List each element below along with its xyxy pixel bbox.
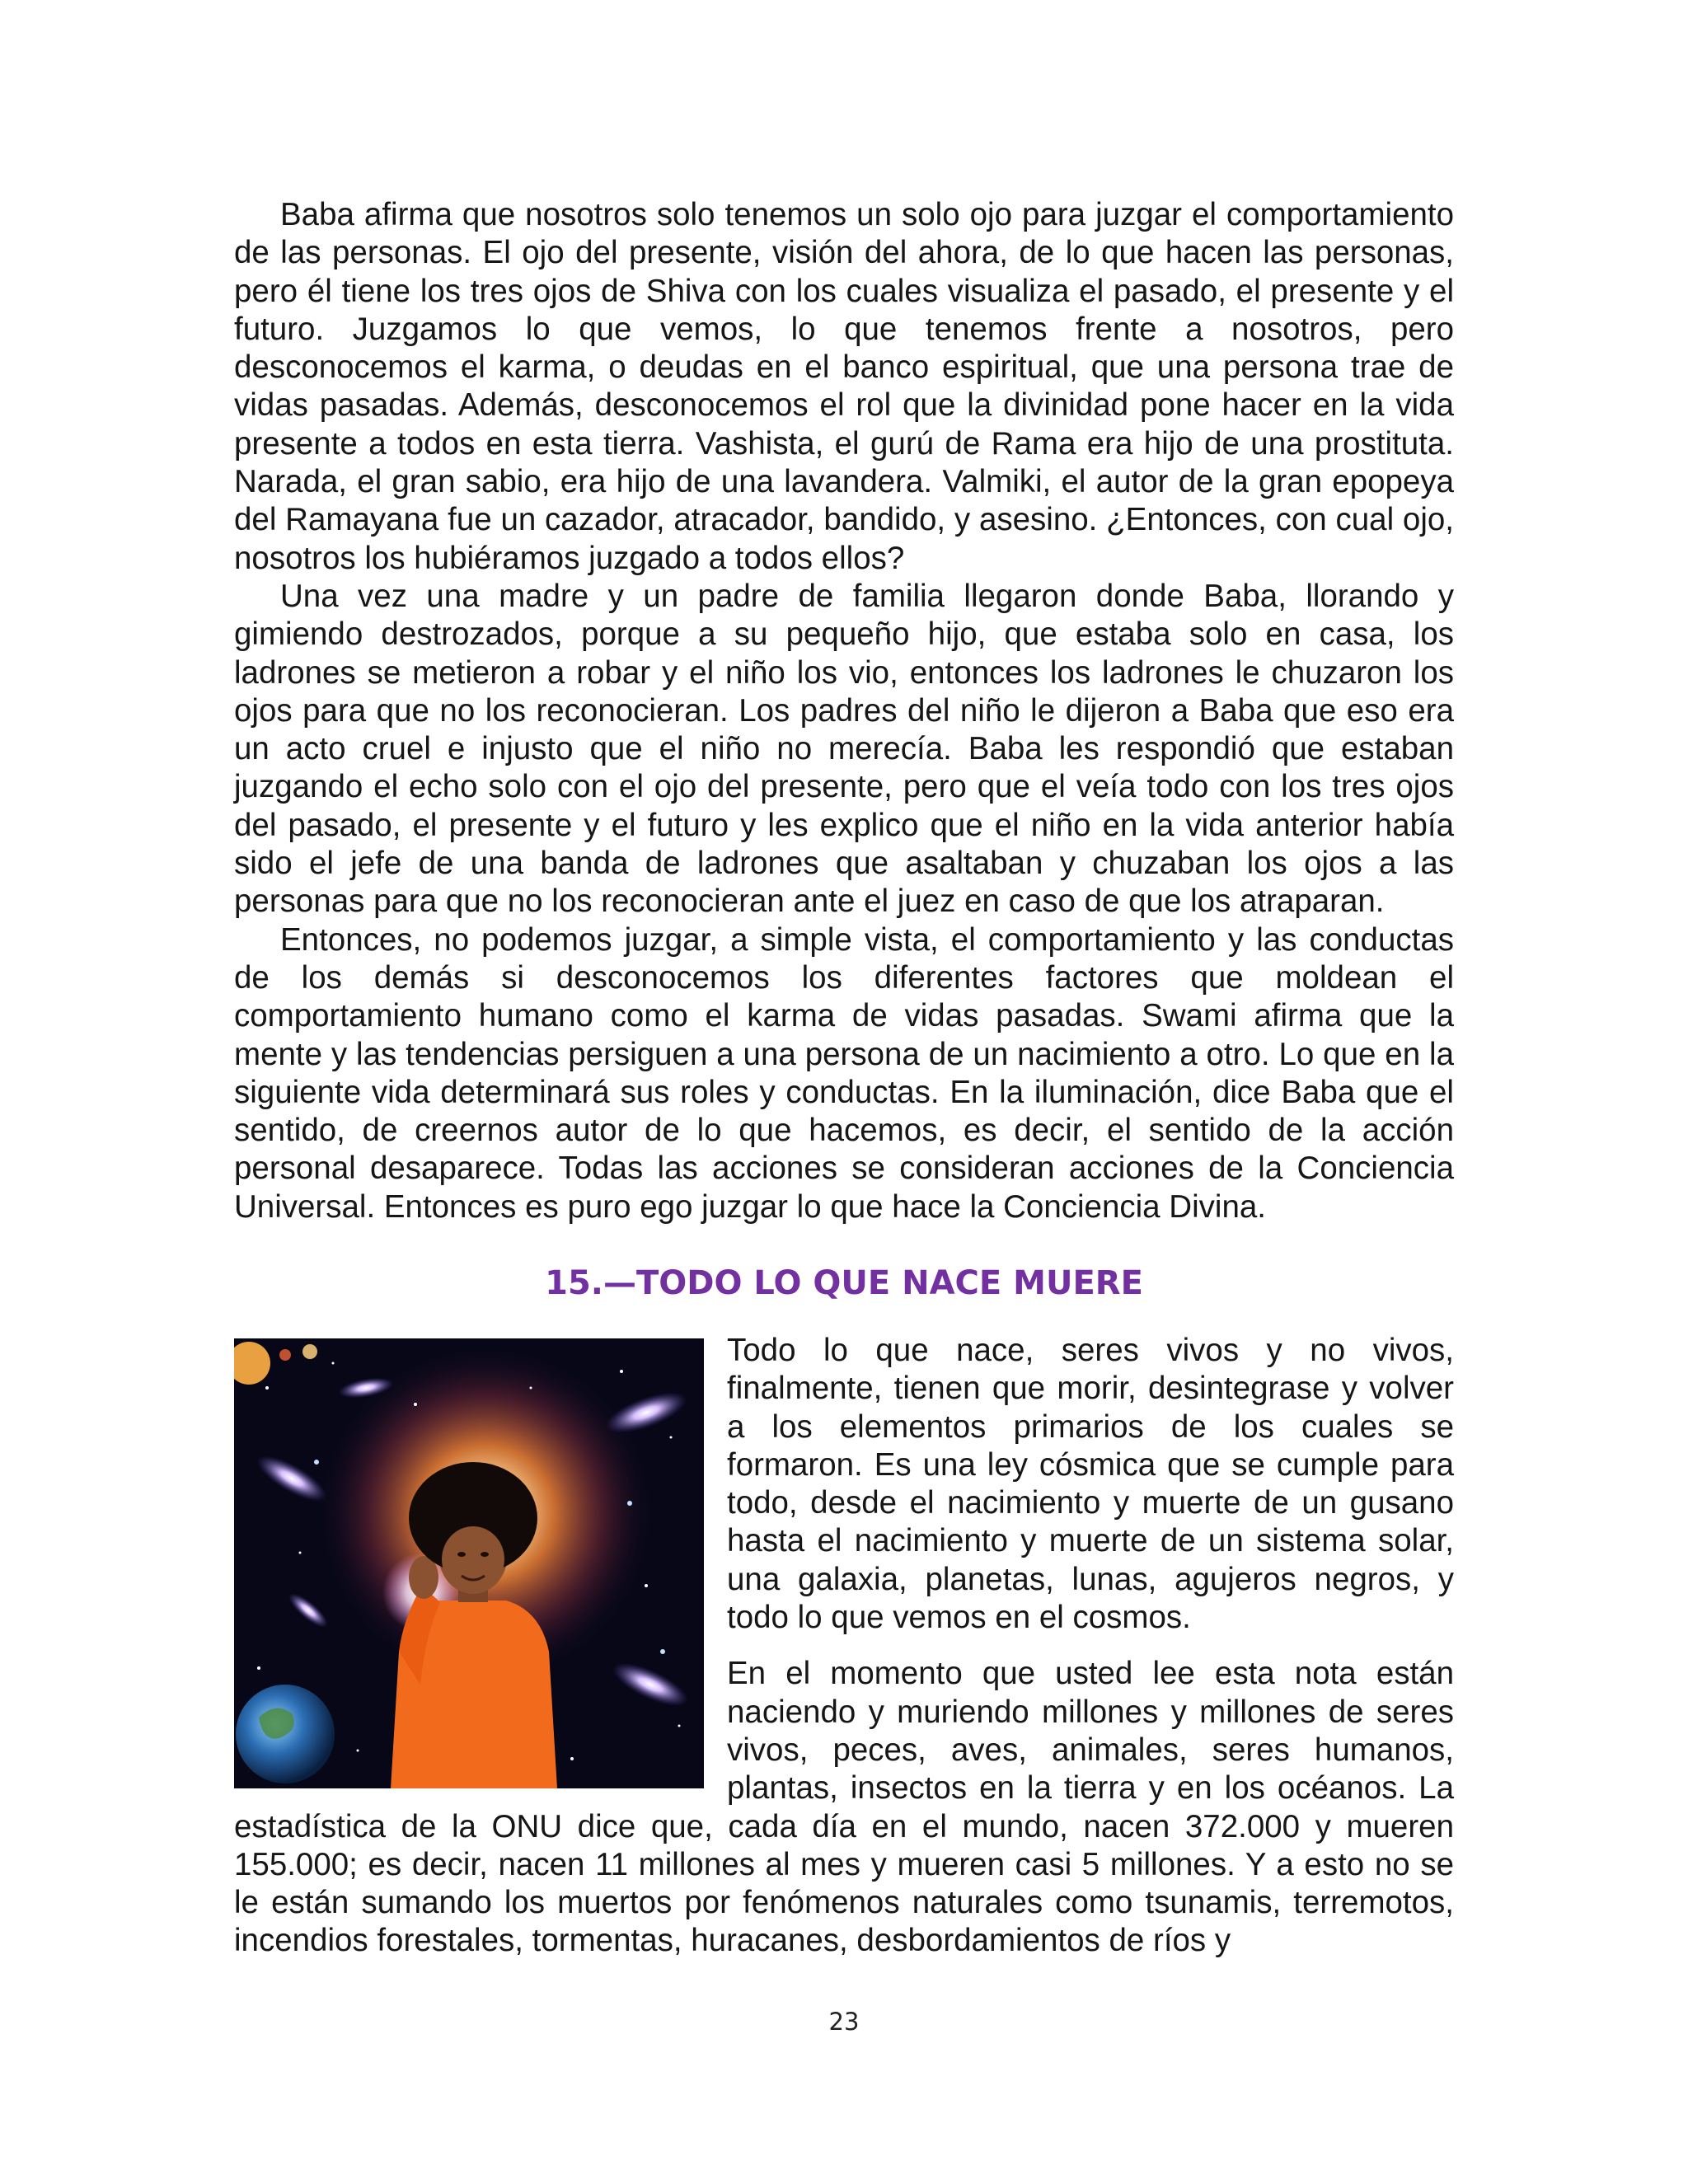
section-heading: 15.—TODO LO QUE NACE MUERE bbox=[545, 1264, 1143, 1302]
body-text bbox=[234, 196, 1454, 1226]
paragraph-three-eyes: Baba afirma que nosotros solo tenemos un solo ojo para juzgar el comportamiento de las personas. El ojo del presente, visión del ahora, de lo que hacen las personas, pero él tiene los tres ojos de Shiva con los cuales visualiza el pasado, el presente y el futuro. Juzgamos lo que vemos, lo que tenemos frente a nosotros, pero desconocemos el karma, o deudas en el banco espiritual, que una persona trae de vidas pasadas. Además, desconocemos el rol que la divinidad pone hacer en la vida presente a todos en esta tierra. Vashista, el gurú de Rama era hijo de una prostituta. Narada, el gran sabio, era hijo de una lavandera. Valmiki, el autor de la gran epopeya del Ramayana fue un cazador, atracador, bandido, y asesino. ¿Entonces, con cual ojo, nosotros los hubiéramos juzgado a todos ellos? bbox=[234, 197, 1454, 576]
paragraph-statistics: En el momento que usted lee esta nota están naciendo y muriendo millones y millones de seres vivos, peces, aves, animales, seres humanos, plantas, insectos en la tierra y en los océanos. La estadística de la ONU dice que, cada día en el mundo, nacen 372.000 y mueren 155.000; es decir, nacen 11 millones al mes y mueren casi 5 millones. Y a esto no se le están sumando los muertos por fenómenos naturales como tsunamis, terremotos, incendios forestales, tormentas, huracanes, desbordamientos de ríos y bbox=[234, 1656, 1454, 1959]
section-body bbox=[234, 1332, 1454, 1961]
paragraph-judging: Entonces, no podemos juzgar, a simple vista, el comportamiento y las conductas de los demás si desconocemos los diferentes factores que moldean el comportamiento humano como el karma de vidas pasadas. Swami afirma que la mente y las tendencias persiguen a una persona de un nacimiento a otro. Lo que en la siguiente vida determinará sus roles y conductas. En la iluminación, dice Baba que el sentido, de creernos autor de lo que hacemos, es decir, el sentido de la acción personal desaparece. Todas las acciones se consideran acciones de la Conciencia Universal. Entonces es puro ego juzgar lo que hace la Conciencia Divina. bbox=[234, 921, 1454, 1225]
paragraph-parents-story: Una vez una madre y un padre de familia llegaron donde Baba, llorando y gimiendo destrozados, porque a su pequeño hijo, que estaba solo en casa, los ladrones se metieron a robar y el niño los vio, entonces los ladrones le chuzaron los ojos para que no los reconocieran. Los padres del niño le dijeron a Baba que eso era un acto cruel e injusto que el niño no merecía. Baba les respondió que estaban juzgando el echo solo con el ojo del presente, pero que el veía todo con los tres ojos del pasado, el presente y el futuro y les explico que el niño en la vida anterior había sido el jefe de una banda de ladrones que asaltaban y chuzaban los ojos a las personas para que no los reconocieran ante el juez en caso de que los atraparan. bbox=[234, 578, 1454, 920]
cosmic-portrait-image bbox=[234, 1338, 704, 1788]
page-number: 23 bbox=[828, 2008, 860, 2036]
paragraph-law-of-birth-death: Todo lo que nace, seres vivos y no vivos, finalmente, tienen que morir, desintegrase y volver a los elementos primarios de los cuales se formaron. Es una ley cósmica que se cumple para todo, desde el nacimiento y muerte de un gusano hasta el nacimiento y muerte de un sistema solar, una galaxia, planetas, lunas, agujeros negros, y todo lo que vemos en el cosmos. bbox=[727, 1333, 1454, 1636]
